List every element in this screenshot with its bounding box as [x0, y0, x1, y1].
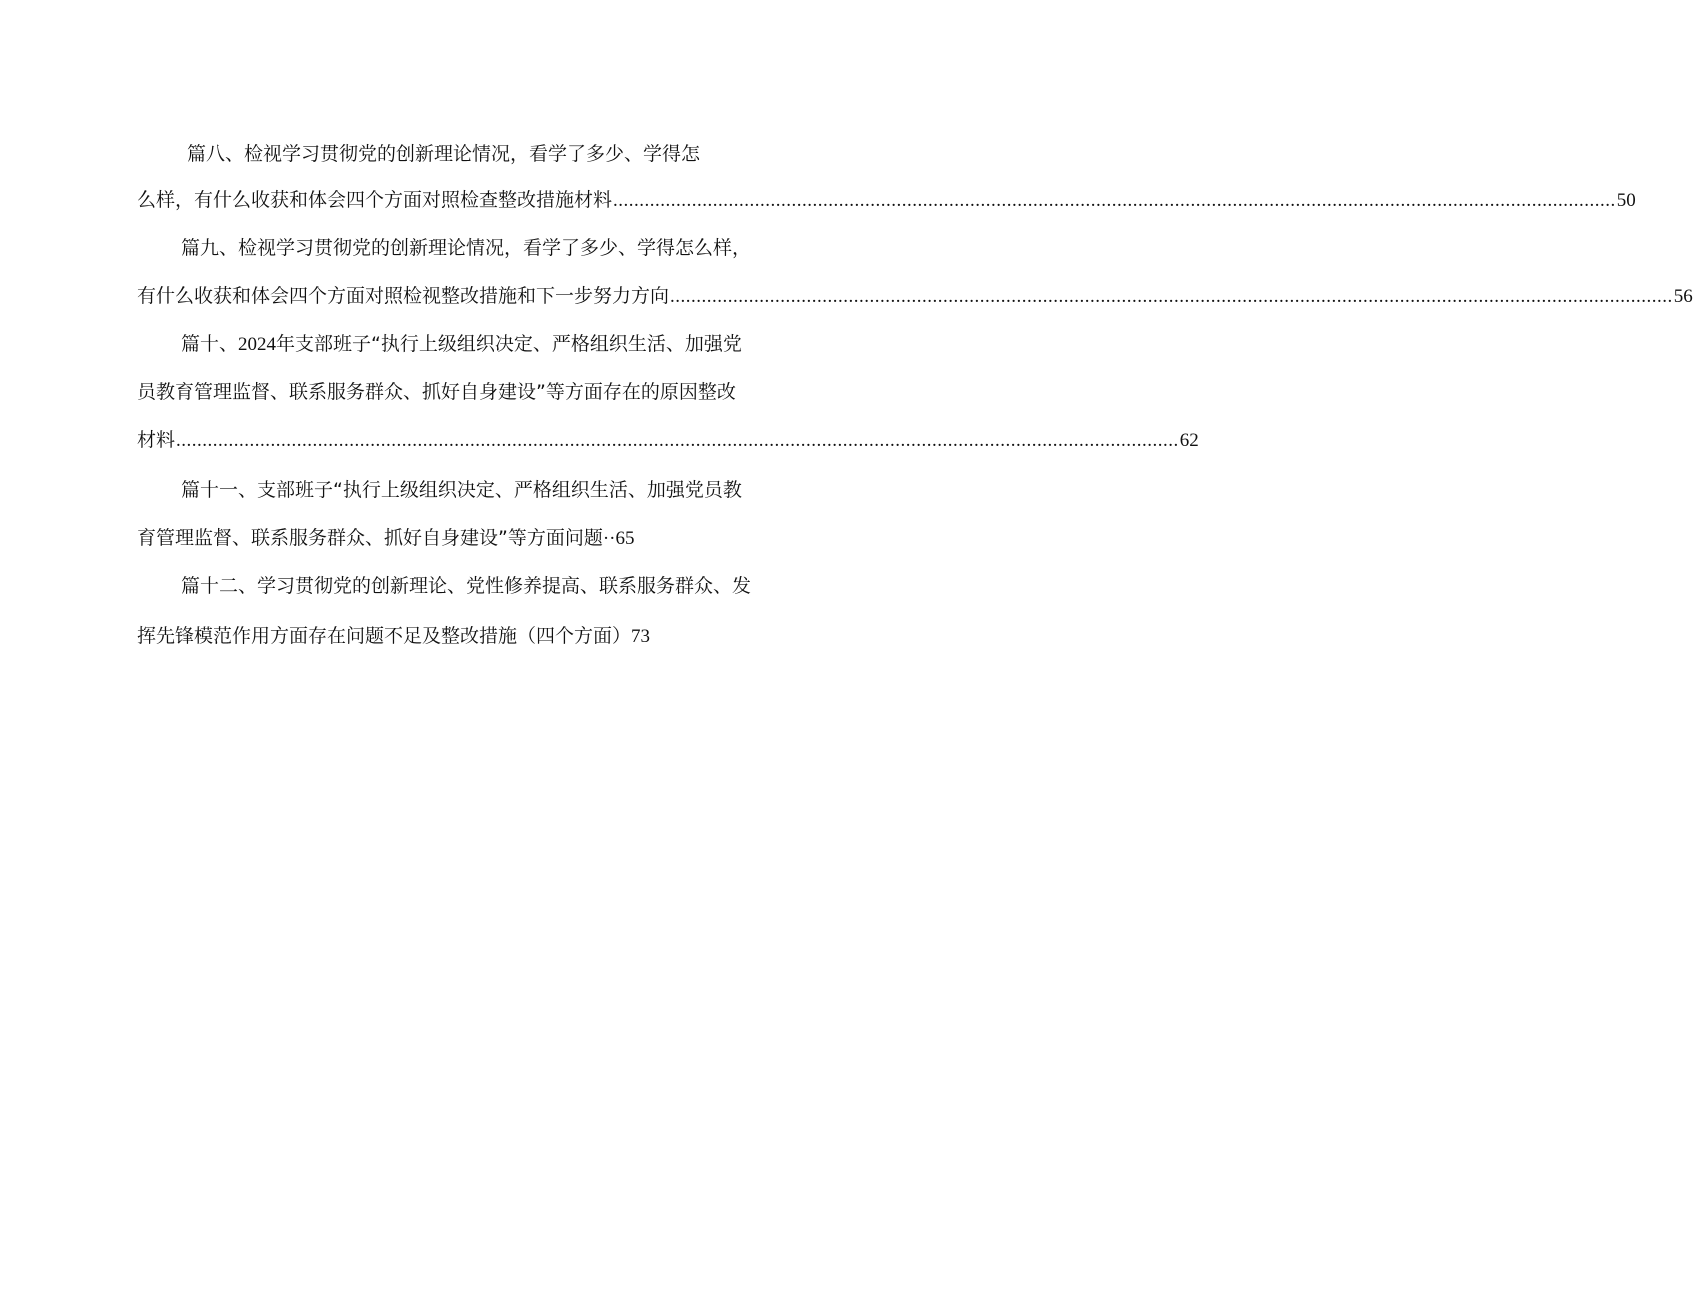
toc-entry-12-text-2: 挥先锋模范作用方面存在问题不足及整改措施（四个方面） — [137, 625, 632, 647]
toc-entry-10-line-1[interactable] — [181, 328, 787, 360]
toc-entry-10-text-2: 员教育管理监督、联系服务群众、抓好自身建设”等方面存在的原因整改 — [137, 381, 736, 403]
toc-entry-11-dot-leader: ·· — [602, 528, 616, 549]
toc-entry-10-text-3: 材料 — [137, 429, 176, 451]
toc-entry-10-year: 2024 — [238, 334, 277, 355]
toc-entry-10-page-number: 62 — [1179, 430, 1199, 451]
toc-entry-9-text-1: 篇九、检视学习贯彻党的创新理论情况，看学了多少、学得怎么样， — [181, 237, 752, 259]
toc-entry-9-line-2[interactable] — [137, 280, 1693, 312]
toc-entry-9-page-number: 56 — [1673, 286, 1693, 307]
toc-entry-10-prefix: 篇十、 — [181, 333, 239, 355]
toc-entry-12-page-number: 73 — [631, 626, 651, 647]
toc-entry-9-line-1[interactable] — [181, 232, 787, 264]
toc-entry-8-text-2: 么样，有什么收获和体会四个方面对照检查整改措施材料 — [137, 189, 613, 211]
toc-entry-10-line-2[interactable] — [137, 376, 787, 408]
toc-entry-11-text-1: 篇十一、支部班子“执行上级组织决定、严格组织生活、加强党员教 — [181, 479, 742, 501]
toc-entry-10-line-3[interactable] — [137, 424, 1199, 456]
toc-entry-8-line-2[interactable] — [137, 184, 1636, 216]
toc-entry-11-line-2[interactable] — [137, 522, 787, 554]
toc-entry-8-page-number: 50 — [1616, 190, 1636, 211]
toc-entry-10-text-1: 年支部班子“执行上级组织决定、严格组织生活、加强党 — [276, 333, 742, 355]
toc-entry-9-text-2: 有什么收获和体会四个方面对照检视整改措施和下一步努力方向 — [137, 285, 670, 307]
toc-entry-11-line-1[interactable] — [181, 474, 787, 506]
toc-entry-11-page-number: 65 — [615, 528, 635, 549]
toc-entry-12-line-2[interactable] — [137, 620, 787, 652]
toc-entry-8-text-1: 篇八、检视学习贯彻党的创新理论情况，看学了多少、学得怎 — [187, 143, 701, 165]
toc-entry-12-text-1: 篇十二、学习贯彻党的创新理论、党性修养提高、联系服务群众、发 — [181, 575, 752, 597]
toc-entry-9-dot-leader: ............................................................................................................................................................................................... — [670, 286, 1673, 307]
toc-entry-8-line-1[interactable] — [187, 138, 793, 170]
toc-entry-8-dot-leader: ............................................................................................................................................................................................... — [613, 190, 1616, 211]
toc-entry-11-text-2: 育管理监督、联系服务群众、抓好自身建设”等方面问题 — [137, 527, 603, 549]
toc-entry-12-line-1[interactable] — [181, 570, 787, 602]
toc-entry-10-dot-leader: ............................................................................................................................................................................................... — [176, 430, 1179, 451]
